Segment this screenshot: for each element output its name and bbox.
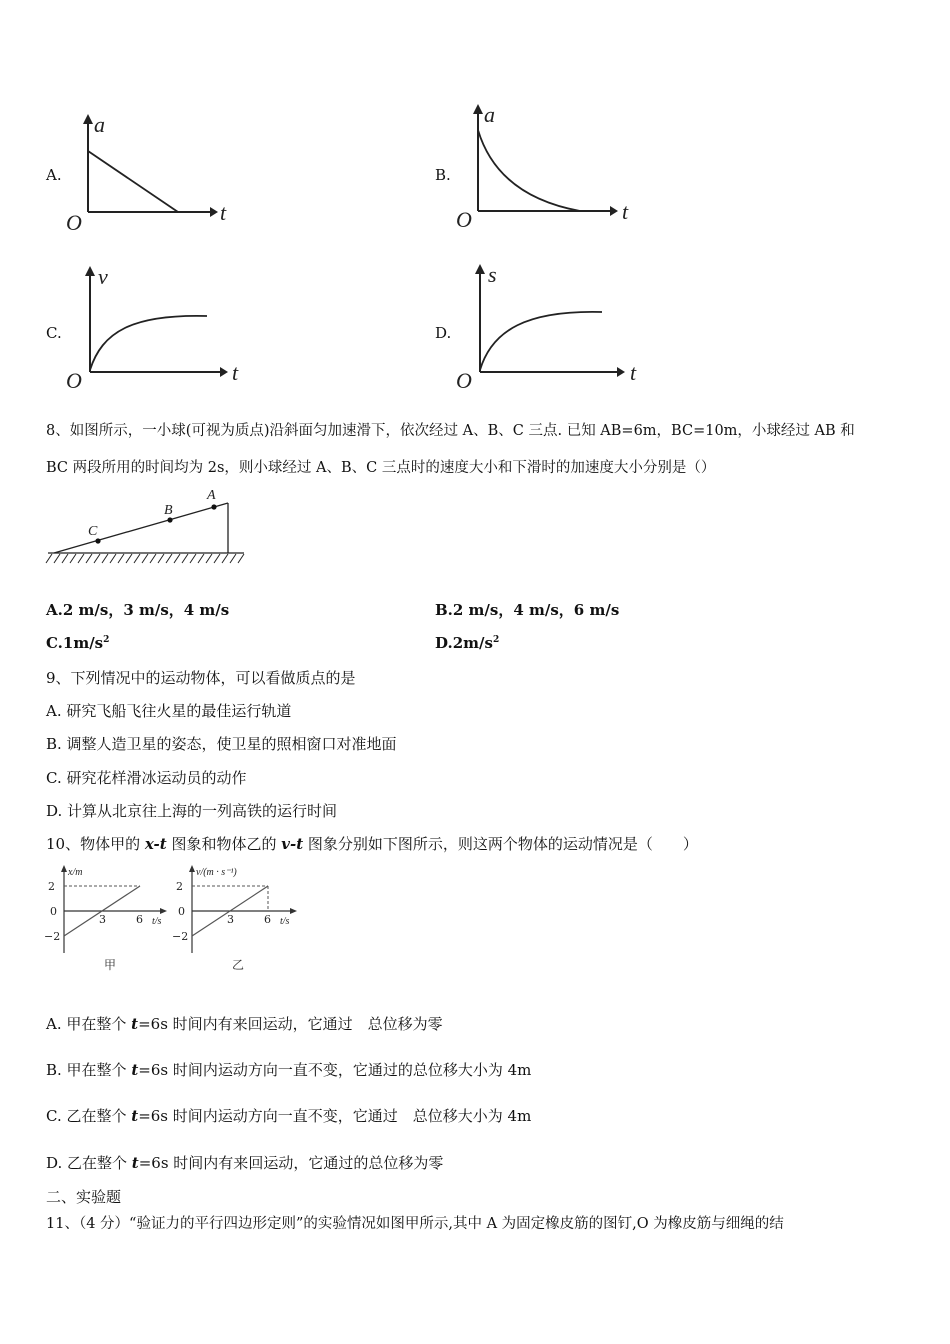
- option-c-label: C.: [46, 324, 62, 342]
- jia-tick-y-neg2: −2: [44, 930, 61, 943]
- graph-b-origin: O: [456, 207, 472, 232]
- graph-a-line: [88, 151, 178, 212]
- q10-stem: 10、物体甲的 x-t 图象和物体乙的 v-t 图象分别如下图所示，则这两个物体的运动情况是（ ）: [46, 835, 698, 853]
- point-b: [167, 517, 172, 522]
- q8-option-a: A.2 m/s，3 m/s，4 m/s: [46, 601, 230, 619]
- jia-xlabel: t/s: [152, 916, 162, 927]
- graph-c-curve: [90, 316, 207, 370]
- incline-figure: [46, 485, 251, 567]
- jia-tick-y-0: 0: [50, 905, 57, 918]
- point-c: [95, 538, 100, 543]
- option-d-label: D.: [435, 324, 452, 342]
- jia-tick-y-2: 2: [48, 880, 55, 893]
- graph-d-ylabel: s: [488, 262, 497, 287]
- section-heading-experiment: 二、实验题: [46, 1188, 122, 1206]
- q8-stem-line2: BC 两段所用的时间均为 2s，则小球经过 A、B、C 三点时的速度大小和下滑时的加速度大小分别是（）: [46, 460, 716, 476]
- q10-option-b: B. 甲在整个 t=6s 时间内运动方向一直不变，它通过的总位移大小为 4m: [46, 1061, 532, 1079]
- yi-tick-x-6: 6: [264, 913, 271, 926]
- q10-option-c: C. 乙在整个 t=6s 时间内运动方向一直不变，它通过 总位移大小为 4m: [46, 1107, 532, 1125]
- graph-b-curve: [478, 130, 580, 211]
- graph-c-ylabel: v: [98, 264, 108, 289]
- q9-option-a: A. 研究飞船飞往火星的最佳运行轨道: [46, 702, 292, 720]
- yi-tick-y-0: 0: [178, 905, 185, 918]
- q8-stem-line1: 8、如图所示，一小球(可视为质点)沿斜面匀加速滑下，依次经过 A、B、C 三点. 已知 AB=6m，BC=10m，小球经过 AB 和: [46, 423, 855, 439]
- yi-xlabel: t/s: [280, 916, 290, 927]
- graph-d-xlabel: t: [630, 360, 637, 385]
- q9-stem: 9、下列情况中的运动物体，可以看做质点的是: [46, 669, 356, 687]
- graph-a: [60, 110, 240, 235]
- jia-caption: 甲: [104, 958, 117, 972]
- graph-yi: [170, 863, 310, 978]
- q10-option-d: D. 乙在整个 t=6s 时间内有来回运动，它通过的总位移为零: [46, 1154, 444, 1172]
- graph-b-xlabel: t: [622, 199, 629, 224]
- jia-tick-x-3: 3: [99, 913, 106, 926]
- option-a-label: A.: [46, 166, 62, 184]
- graph-d-origin: O: [456, 368, 472, 393]
- yi-tick-x-3: 3: [227, 913, 234, 926]
- jia-tick-x-6: 6: [136, 913, 143, 926]
- point-a-label: A: [207, 488, 216, 503]
- graph-a-ylabel: a: [94, 112, 105, 137]
- graph-jia: [40, 863, 175, 978]
- graph-c: [62, 262, 252, 392]
- q9-option-c: C. 研究花样滑冰运动员的动作: [46, 769, 247, 787]
- graph-a-origin: O: [66, 210, 82, 235]
- point-b-label: B: [164, 503, 173, 518]
- q11-stem: 11、（4 分）“验证力的平行四边形定则”的实验情况如图甲所示,其中 A 为固定橡皮筋的图钉,O 为橡皮筋与细绳的结: [46, 1216, 784, 1232]
- graph-c-xlabel: t: [232, 360, 239, 385]
- yi-tick-y-neg2: −2: [172, 930, 189, 943]
- graph-b-ylabel: a: [484, 102, 495, 127]
- q9-option-d: D. 计算从北京往上海的一列高铁的运行时间: [46, 802, 338, 820]
- q10-option-a: A. 甲在整个 t=6s 时间内有来回运动，它通过 总位移为零: [46, 1015, 443, 1033]
- graph-d: [452, 260, 647, 392]
- q8-option-c: $C.1m/s^2$: [46, 634, 110, 652]
- q9-option-b: B. 调整人造卫星的姿态，使卫星的照相窗口对准地面: [46, 735, 397, 753]
- point-c-label: C: [88, 524, 98, 539]
- jia-ylabel: x/m: [68, 867, 83, 878]
- graph-b: [450, 100, 640, 235]
- yi-ylabel: v/(m · s⁻¹): [196, 867, 237, 878]
- graph-a-xlabel: t: [220, 200, 227, 225]
- yi-tick-y-2: 2: [176, 880, 183, 893]
- option-b-label: B.: [435, 166, 451, 184]
- q8-option-d: $D.2m/s^2$: [435, 634, 500, 652]
- point-a: [211, 504, 216, 509]
- yi-caption: 乙: [232, 958, 245, 972]
- graph-d-curve: [480, 312, 602, 370]
- q8-option-b: B.2 m/s，4 m/s，6 m/s: [435, 601, 620, 619]
- graph-c-origin: O: [66, 368, 82, 393]
